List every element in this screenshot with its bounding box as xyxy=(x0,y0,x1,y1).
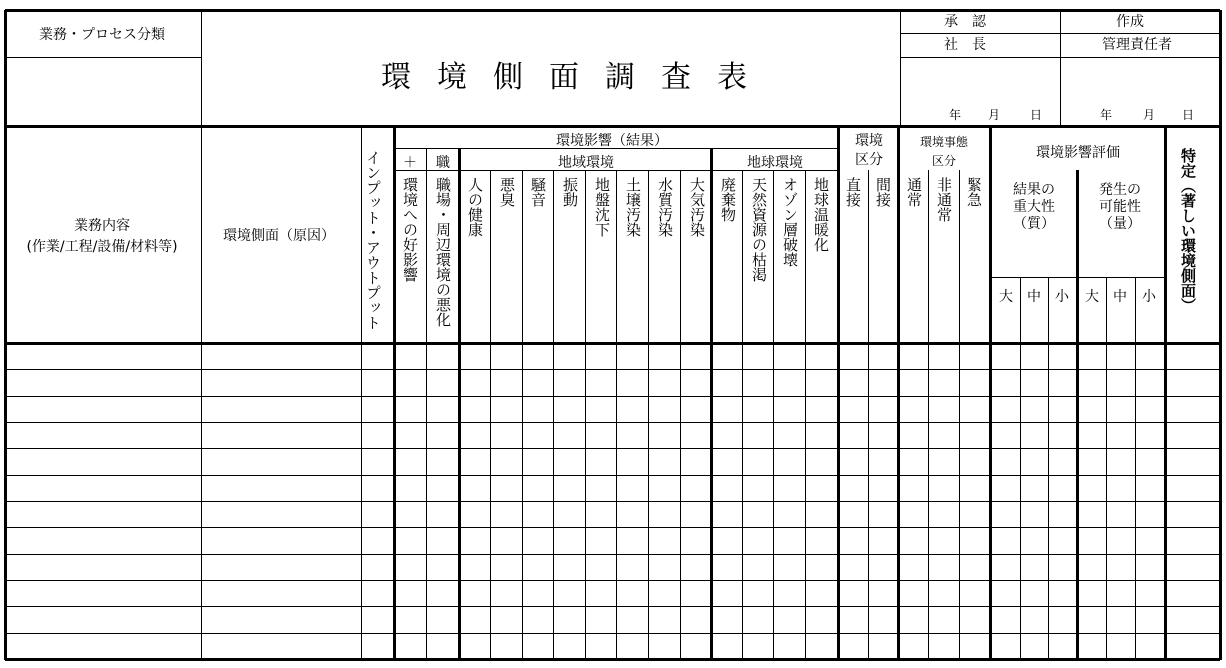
col-line-g4 xyxy=(805,170,806,660)
impact-human-health: 人の健康 xyxy=(466,177,484,237)
col-line-r6 xyxy=(616,170,617,660)
col-line-r2 xyxy=(490,170,491,660)
category-divider xyxy=(5,57,201,58)
table-row xyxy=(5,527,1220,528)
approval-left-line xyxy=(900,10,901,125)
division-direct: 直接 xyxy=(844,177,862,207)
approval-mid-line xyxy=(1060,10,1061,125)
table-row xyxy=(5,580,1220,581)
col-line-r4 xyxy=(553,170,554,660)
input-output-label: インプット・アウトプット xyxy=(364,150,382,330)
probability-large: 大 xyxy=(1085,289,1099,305)
severity-line-2: 重大性 xyxy=(1013,199,1055,215)
impact-subsidence: 地盤沈下 xyxy=(593,177,611,237)
category-label: 業務・プロセス分類 xyxy=(39,27,165,43)
severity-large: 大 xyxy=(999,289,1013,305)
frame-bottom xyxy=(5,658,1220,661)
approval-line-2 xyxy=(900,57,1220,58)
col-line-d2 xyxy=(868,170,869,660)
header-divider xyxy=(5,125,1220,128)
shoku-label: 職 xyxy=(436,155,450,171)
probability-line-2: 可能性 xyxy=(1099,199,1141,215)
global-env-header: 地球環境 xyxy=(747,155,803,171)
business-label: 業務内容 xyxy=(74,218,130,234)
body-top-line xyxy=(5,342,1220,345)
workplace-label: 職場・周辺環境の悪化 xyxy=(434,177,452,327)
table-row xyxy=(5,448,1220,449)
table-row xyxy=(5,422,1220,423)
approve-day: 日 xyxy=(1029,108,1043,122)
probability-line-3: （量） xyxy=(1099,216,1141,232)
create-label: 作成 xyxy=(1116,14,1144,30)
table-row xyxy=(5,633,1220,634)
impact-resources: 天然資源の枯渇 xyxy=(750,177,768,282)
specific-label: 特定（著しい環境側面） xyxy=(1179,148,1197,313)
col-line-r8 xyxy=(680,170,681,660)
situation-normal: 通常 xyxy=(905,177,923,207)
situation-header-1: 環境事態 xyxy=(919,135,969,149)
plus-label: ＋ xyxy=(403,155,417,171)
impact-odor: 悪臭 xyxy=(498,177,516,207)
col-line-regional xyxy=(458,148,461,660)
frame-left xyxy=(4,10,7,660)
approve-month: 月 xyxy=(987,108,1001,122)
aspect-label: 環境側面（原因） xyxy=(223,228,335,244)
situation-header-2: 区分 xyxy=(931,154,957,168)
impact-vibration: 振動 xyxy=(561,177,579,207)
frame-top xyxy=(5,9,1220,12)
create-day: 日 xyxy=(1181,108,1195,122)
president-label: 社長 xyxy=(944,37,1000,53)
col-line-s2 xyxy=(928,170,929,660)
good-effect-label: 環境への好影響 xyxy=(401,177,419,282)
impact-soil: 土壌汚染 xyxy=(624,177,642,237)
form-title: 環境側面調査表 xyxy=(381,60,773,95)
col-line-r7 xyxy=(648,170,649,660)
approve-year: 年 xyxy=(948,108,962,122)
impact-noise: 騒音 xyxy=(529,177,547,207)
create-month: 月 xyxy=(1142,108,1156,122)
evaluation-header: 環境影響評価 xyxy=(1036,145,1120,161)
col-line-aspect xyxy=(201,10,202,660)
severity-line-1: 結果の xyxy=(1013,182,1055,198)
col-line-probability xyxy=(1076,170,1079,660)
division-indirect: 間接 xyxy=(874,177,892,207)
table-row xyxy=(5,606,1220,607)
col-line-r5 xyxy=(585,170,586,660)
impact-waste: 廃棄物 xyxy=(719,177,737,222)
approve-label: 承認 xyxy=(944,14,1000,30)
col-line-global xyxy=(710,148,713,660)
table-row xyxy=(5,554,1220,555)
col-line-e2 xyxy=(1020,277,1021,660)
situation-emergency: 緊急 xyxy=(965,177,983,207)
table-row xyxy=(5,501,1220,502)
business-sub-label: (作業/工程/設備/材料等) xyxy=(26,239,178,255)
division-header-2: 区分 xyxy=(855,152,883,168)
regional-env-header: 地域環境 xyxy=(558,155,614,171)
frame-right xyxy=(1219,10,1222,660)
table-row xyxy=(5,369,1220,370)
probability-small: 小 xyxy=(1142,289,1156,305)
division-header-1: 環境 xyxy=(855,133,883,149)
col-line-g2 xyxy=(742,170,743,660)
probability-line-1: 発生の xyxy=(1099,182,1141,198)
impact-warming: 地球温暖化 xyxy=(812,177,830,252)
col-line-e6 xyxy=(1135,277,1136,660)
manager-label: 管理責任者 xyxy=(1102,37,1172,53)
col-line-s3 xyxy=(959,170,960,660)
table-row xyxy=(5,475,1220,476)
probability-medium: 中 xyxy=(1113,289,1127,305)
col-line-e3 xyxy=(1048,277,1049,660)
approval-line-1 xyxy=(900,33,1220,34)
impact-air: 大気汚染 xyxy=(688,177,706,237)
severity-medium: 中 xyxy=(1027,289,1041,305)
impact-ozone: オゾン層破壊 xyxy=(781,177,799,267)
impact-header: 環境影響（結果） xyxy=(556,133,668,149)
col-line-r3 xyxy=(522,170,523,660)
severity-line-3: （質） xyxy=(1013,216,1055,232)
impact-water: 水質汚染 xyxy=(656,177,674,237)
col-line-g3 xyxy=(773,170,774,660)
severity-small: 小 xyxy=(1055,289,1069,305)
col-line-shoku xyxy=(426,148,427,660)
situation-abnormal: 非通常 xyxy=(935,177,953,222)
table-row xyxy=(5,396,1220,397)
create-year: 年 xyxy=(1099,108,1113,122)
col-line-e5 xyxy=(1106,277,1107,660)
